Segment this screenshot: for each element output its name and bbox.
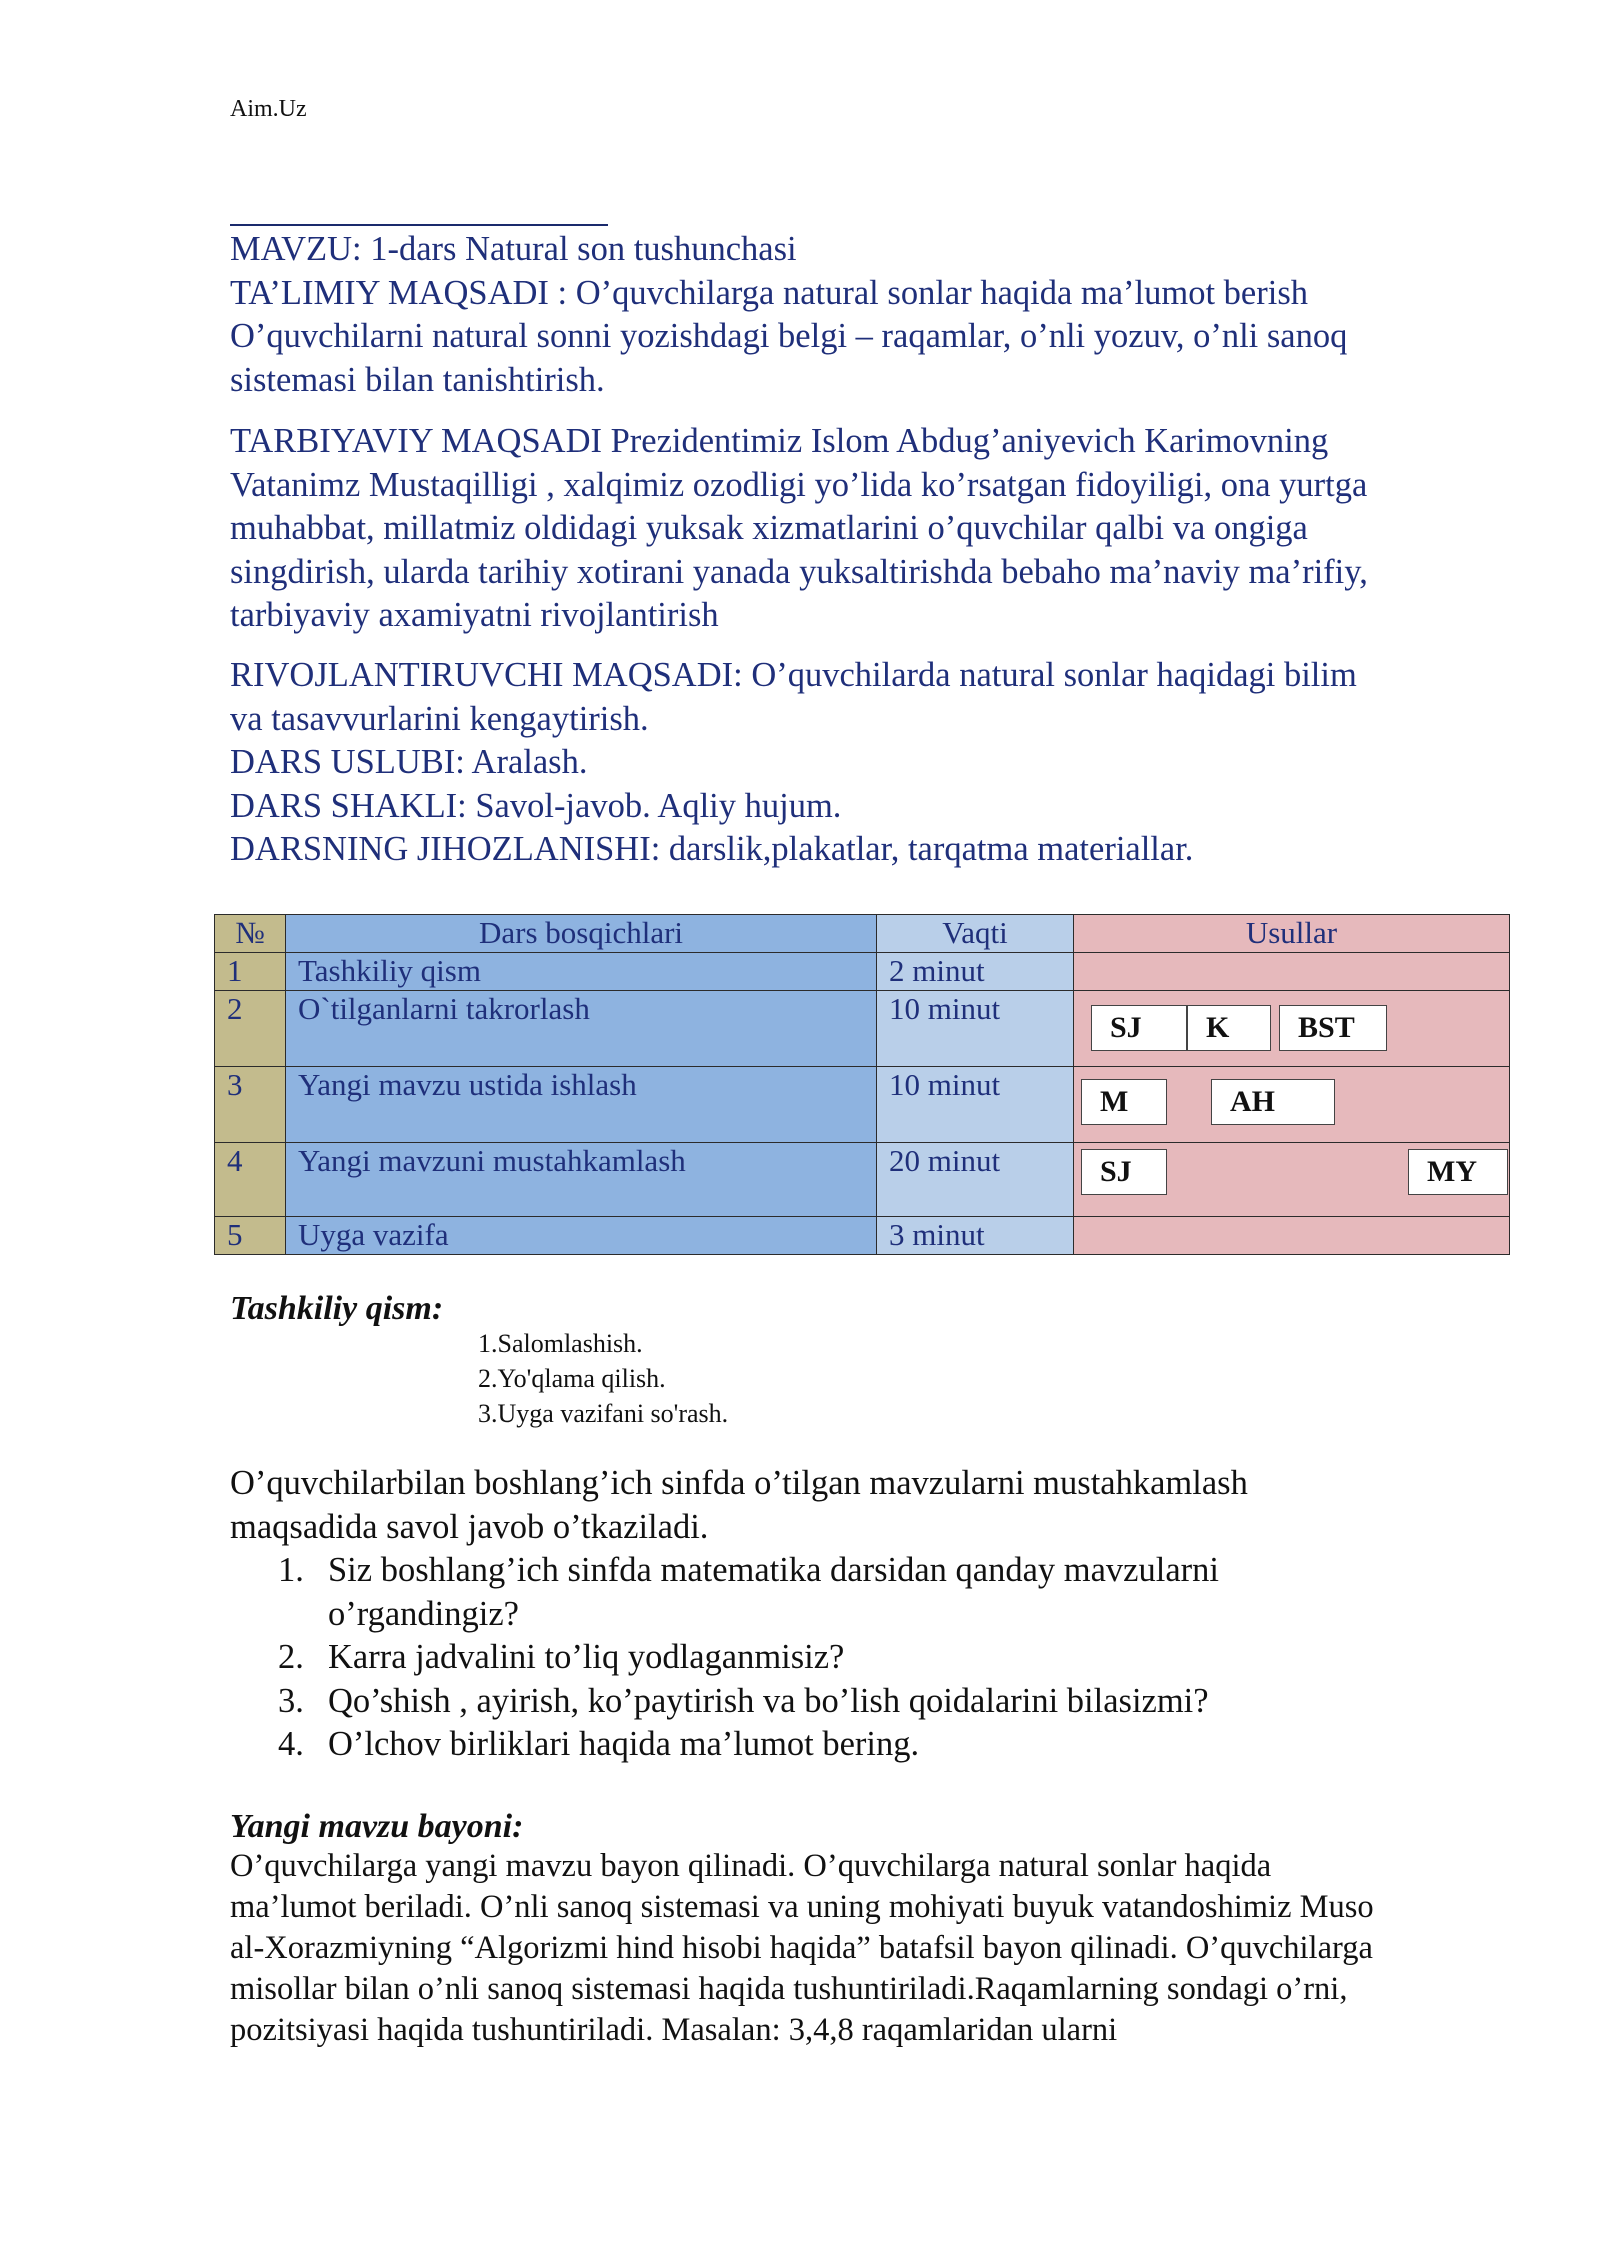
- table-row: [215, 1217, 1510, 1255]
- lesson-equipment-line: DARSNING JIHOZLANISHI: darslik,plakatlar, tarqatma materiallar.: [230, 830, 1194, 868]
- row-stage: O`tilganlarni takrorlash: [286, 991, 877, 1067]
- educational-goal-line: sistemasi bilan tanishtirish.: [230, 360, 605, 399]
- table-row: [215, 1067, 1510, 1143]
- lesson-method-line: DARS USLUBI: Aralash.: [230, 743, 588, 781]
- row-number: 2: [215, 991, 286, 1067]
- development-goal-line: RIVOJLANTIRUVCHI MAQSADI: O’quvchilarda natural sonlar haqidagi bilim: [230, 656, 1357, 694]
- question-text: Qo’shish , ayirish, ko’paytirish va bo’lish qoidalarini bilasizmi?: [328, 1681, 1209, 1720]
- question-number: 2.: [278, 1638, 304, 1676]
- review-intro-line: O’quvchilarbilan boshlang’ich sinfda o’tilgan mavzularni mustahkamlash: [230, 1464, 1248, 1502]
- question-item: [230, 1636, 1530, 1680]
- title-rule: [230, 224, 608, 226]
- row-number: 1: [215, 953, 286, 991]
- paragraph-line: al-Xorazmiyning “Algorizmi hind hisobi haqida” batafsil bayon qilinadi. O’quvchilarga: [230, 1930, 1373, 1966]
- method-tag: MY: [1408, 1149, 1508, 1195]
- header-number: №: [215, 915, 286, 953]
- upbringing-goal-line: tarbiyaviy axamiyatni rivojlantirish: [230, 596, 719, 634]
- row-number: 5: [215, 1217, 286, 1255]
- upbringing-goal-line: muhabbat, millatmiz oldidagi yuksak xizmatlarini o’quvchilar qalbi va ongiga: [230, 509, 1308, 547]
- upbringing-goal-line: TARBIYAVIY MAQSADI Prezidentimiz Islom Abdug’aniyevich Karimovning: [230, 422, 1329, 460]
- row-stage: Yangi mavzu ustida ishlash: [286, 1067, 877, 1143]
- question-item: [230, 1723, 1530, 1767]
- list-item: 2.Yo'qlama qilish.: [478, 1364, 666, 1393]
- development-goal-line: va tasavvurlarini kengaytirish.: [230, 699, 649, 738]
- header-stage: Dars bosqichlari: [286, 915, 877, 953]
- question-number: 4.: [278, 1725, 304, 1763]
- method-tag: K: [1187, 1005, 1271, 1051]
- table-row: [215, 953, 1510, 991]
- row-number: 4: [215, 1143, 286, 1217]
- row-methods: [1074, 1217, 1510, 1255]
- header-methods: Usullar: [1074, 915, 1510, 953]
- list-item: 1.Salomlashish.: [478, 1329, 643, 1358]
- lesson-header: [230, 228, 1530, 402]
- paragraph-line: pozitsiyasi haqida tushuntiriladi. Masalan: 3,4,8 raqamlaridan ularni: [230, 2012, 1118, 2048]
- educational-goal-line: TA’LIMIY MAQSADI : O’quvchilarga natural sonlar haqida ma’lumot berish: [230, 273, 1308, 312]
- row-methods: [1074, 953, 1510, 991]
- row-time: 3 minut: [877, 1217, 1074, 1255]
- paragraph-line: misollar bilan o’nli sanoq sistemasi haqida tushuntiriladi.Raqamlarning sondagi o’rni,: [230, 1971, 1348, 2007]
- row-time: 10 minut: [877, 1067, 1074, 1143]
- row-stage: Uyga vazifa: [286, 1217, 877, 1255]
- question-text: Siz boshlang’ich sinfda matematika darsidan qanday mavzularni: [328, 1551, 1219, 1589]
- method-tag: AH: [1211, 1079, 1335, 1125]
- row-time: 10 minut: [877, 991, 1074, 1067]
- row-stage: Tashkiliy qism: [286, 953, 877, 991]
- method-tag: SJ: [1081, 1149, 1167, 1195]
- lesson-plan-table: [214, 914, 1510, 1255]
- upbringing-goal: [230, 420, 1530, 638]
- row-time: 20 minut: [877, 1143, 1074, 1217]
- organizational-list: [478, 1326, 728, 1431]
- question-number: 1.: [278, 1551, 304, 1589]
- paragraph-line: ma’lumot beriladi. O’nli sanoq sistemasi va uning mohiyati buyuk vatandoshimiz Muso: [230, 1889, 1374, 1925]
- method-tag: BST: [1279, 1005, 1387, 1051]
- review-section: [230, 1462, 1530, 1767]
- organizational-heading: Tashkiliy qism:: [230, 1290, 444, 1327]
- row-number: 3: [215, 1067, 286, 1143]
- list-item: 3.Uyga vazifani so'rash.: [478, 1399, 729, 1428]
- row-methods: [1074, 991, 1510, 1067]
- question-text: o’rgandingiz?: [328, 1594, 519, 1633]
- question-item: [230, 1549, 1530, 1636]
- lesson-form-line: DARS SHAKLI: Savol-javob. Aqliy hujum.: [230, 786, 842, 825]
- topic-line: MAVZU: 1-dars Natural son tushunchasi: [230, 230, 797, 268]
- review-questions: [230, 1549, 1530, 1767]
- header-time: Vaqti: [877, 915, 1074, 953]
- site-name: Aim.Uz: [230, 96, 307, 122]
- new-topic-heading: Yangi mavzu bayoni:: [230, 1808, 524, 1845]
- question-text: Karra jadvalini to’liq yodlaganmisiz?: [328, 1638, 845, 1676]
- table-header-row: [215, 915, 1510, 953]
- row-stage: Yangi mavzuni mustahkamlash: [286, 1143, 877, 1217]
- upbringing-goal-line: Vatanimz Mustaqilligi , xalqimiz ozodligi yo’lida ko’rsatgan fidoyiligi, ona yurtga: [230, 465, 1368, 504]
- table-row: [215, 1143, 1510, 1217]
- new-topic-paragraph: [230, 1846, 1374, 2051]
- method-tag: M: [1081, 1079, 1167, 1125]
- upbringing-goal-line: singdirish, ularda tarihiy xotirani yanada yuksaltirishda bebaho ma’naviy ma’rifiy,: [230, 552, 1368, 591]
- row-methods: [1074, 1143, 1510, 1217]
- paragraph-line: O’quvchilarga yangi mavzu bayon qilinadi. O’quvchilarga natural sonlar haqida: [230, 1848, 1272, 1884]
- table-row: [215, 991, 1510, 1067]
- row-time: 2 minut: [877, 953, 1074, 991]
- method-tag: SJ: [1091, 1005, 1187, 1051]
- row-methods: [1074, 1067, 1510, 1143]
- educational-goal-line: O’quvchilarni natural sonni yozishdagi belgi – raqamlar, o’nli yozuv, o’nli sanoq: [230, 317, 1348, 355]
- question-item: [230, 1680, 1530, 1724]
- development-goal: [230, 654, 1530, 872]
- review-intro-line: maqsadida savol javob o’tkaziladi.: [230, 1507, 709, 1546]
- question-text: O’lchov birliklari haqida ma’lumot bering.: [328, 1725, 920, 1763]
- question-number: 3.: [278, 1681, 304, 1720]
